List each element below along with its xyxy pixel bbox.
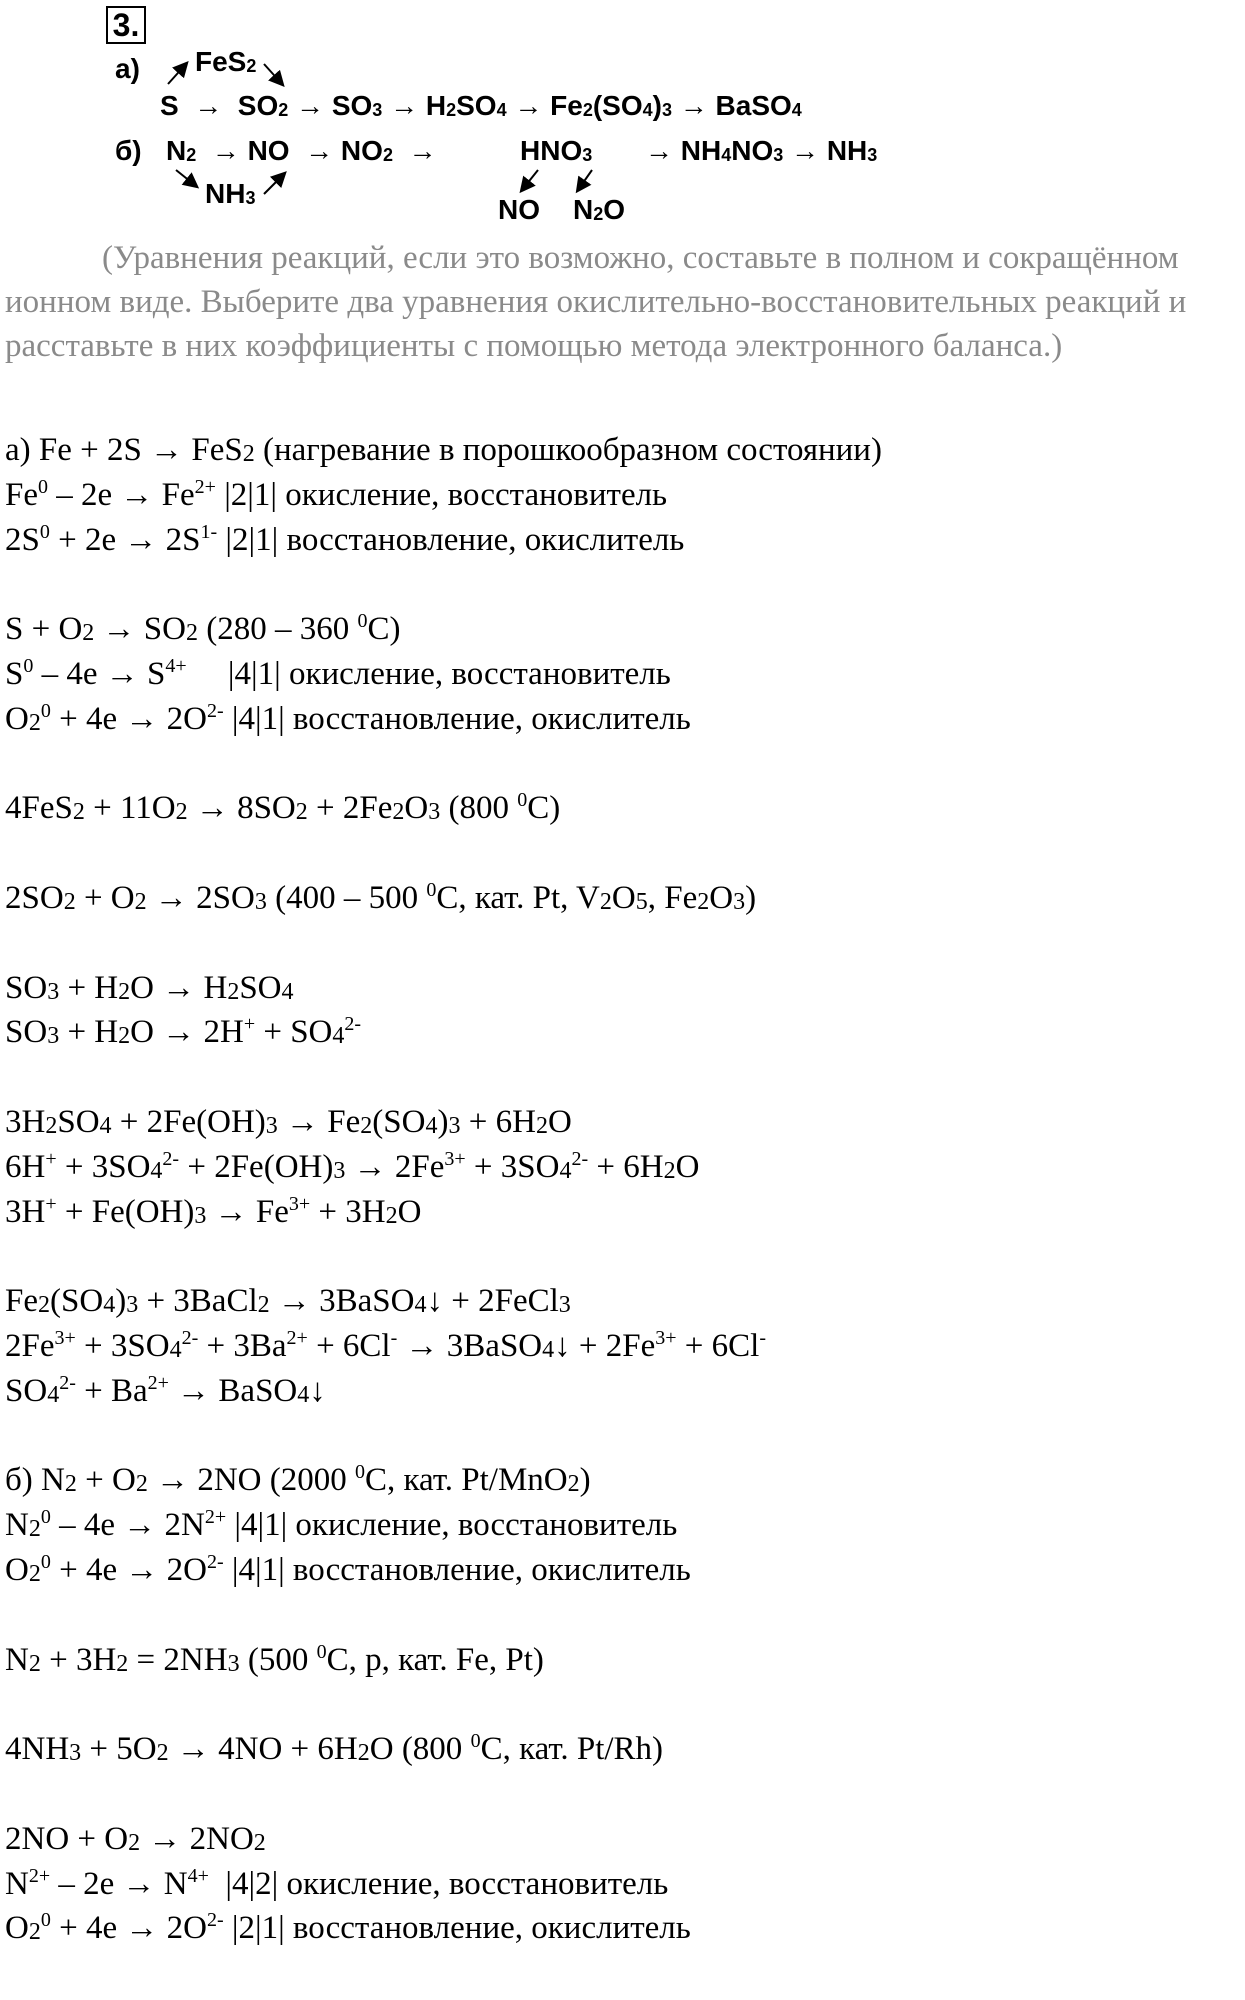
answer-line: $S^0 - 4e \to S^{4+}$ |4|1| окисление, восстановитель [5, 654, 671, 692]
answer-line: $S + O_2 \to SO_2$ (280 – 360 $^0$C) [5, 610, 401, 648]
blank-line [5, 1682, 1240, 1727]
scheme-b-n2o: $N_2O$ [573, 194, 626, 225]
scheme-a-fes2: FeS$_2$ [195, 46, 257, 77]
arrow-nh3-to-no [264, 174, 284, 194]
answer-line: $SO_4^{2-} + Ba^{2+}$ → BaSO$_4$↓ [5, 1371, 326, 1409]
scheme-a-label: а) [115, 53, 140, 84]
scheme-b-label: б) [115, 135, 142, 166]
arrow-hno3-to-n2o [578, 170, 592, 190]
answer-line: $3H_2SO_4 + 2Fe(OH)_3 \to Fe_2(SO_4)_3 + 6H_2O$ [5, 1103, 572, 1140]
blank-line [5, 831, 1240, 876]
arrow-n2-to-nh3 [176, 170, 196, 186]
answer-line: $2Fe^{3+} + 3SO_4^{2-} + 3Ba^{2+} + 6Cl^-$ → 3BaSO$_4$↓ + $2Fe^{3+} + 6Cl^-$ [5, 1326, 766, 1364]
arrow-hno3-to-no [522, 170, 538, 190]
blank-line [5, 1772, 1240, 1817]
scheme-b-no: NO [498, 194, 540, 225]
blank-line [5, 1593, 1240, 1638]
scheme-b-nh3: $NH_3$ [205, 178, 256, 209]
blank-line [5, 1055, 1240, 1100]
answer-line: $Fe^0 - 2e \to Fe^{2+}$ |2|1| окисление, восстановитель [5, 475, 668, 513]
answer-line: $O_2^0 + 4e \to 2O^{2-}$ |4|1| восстановление, окислитель [5, 1550, 691, 1588]
blank-line [5, 562, 1240, 607]
scheme-arrows [0, 0, 1245, 240]
answer-line: $2SO_2 + O_2 \to 2SO_3$ (400 – 500 $^0$C, кат. Pt, $V_2O_5$, $Fe_2O_3$) [5, 878, 757, 916]
answer-line: $N_2 + 3H_2 = 2NH_3$ (500 $^0$C, p, кат. Fe, Pt) [5, 1640, 544, 1678]
answer-line: а) Fe + 2S → FeS$_2$ (нагревание в порошкообразном состоянии) [5, 432, 882, 468]
blank-line [5, 921, 1240, 966]
answer-line: $2NO + O_2 \to 2NO_2$ [5, 1820, 266, 1857]
answer-line: $4NH_3 + 5O_2 \to 4NO + 6H_2O$ (800 $^0$C, кат. Pt/Rh) [5, 1730, 664, 1768]
blank-line [5, 1414, 1240, 1459]
task-instructions: (Уравнения реакций, если это возможно, составьте в полном и сокращённом ионном виде. Выберите два уравнения окислительно-восстановительных реакций и расставьте в них коэффициенты с помощью метода электронного баланса.) [5, 240, 1187, 364]
scheme-a-chain: $S \to SO_2 \to SO_3 \to H_2SO_4 \to Fe_2(SO_4)_3$ → BaSO$_4$ [160, 90, 802, 121]
arrow-fes2-to-so2 [264, 64, 282, 84]
answer-line: $N^{2+} - 2e \to N^{4+}$ |4|2| окисление, восстановитель [5, 1864, 669, 1902]
answer-line: $6H^+ + 3SO_4^{2-} + 2Fe(OH)_3 \to 2Fe^{3+} + 3SO_4^{2-} + 6H_2O$ [5, 1147, 700, 1185]
answer-line: $3H^+ + Fe(OH)_3 \to Fe^{3+} + 3H_2O$ [5, 1192, 422, 1230]
answer-line: $N_2^0 - 4e \to 2N^{2+}$ |4|1| окисление, восстановитель [5, 1506, 678, 1544]
answer-line: $4FeS_2 + 11O_2 \to 8SO_2 + 2Fe_2O_3$ (800 $^0$C) [5, 789, 561, 827]
answer-line: $SO_3 + H_2O \to H_2SO_4$ [5, 969, 294, 1006]
scheme-b-hno3: $HNO_3$ [520, 135, 593, 166]
scheme-b-chain-1: $N_2$ → NO → $NO_2$ → [166, 135, 437, 166]
answer-line: $SO_3 + H_2O \to 2H^+ + SO_4^{2-}$ [5, 1013, 362, 1051]
scheme-b-chain-3: → $NH_4NO_3 \to NH_3$ [645, 135, 878, 166]
answer-line: $O_2^0 + 4e \to 2O^{2-}$ |2|1| восстановление, окислитель [5, 1909, 691, 1947]
answer-line: б) $N_2 + O_2 \to 2NO$ (2000 $^0$C, кат. Pt/MnO$_2$) [5, 1461, 591, 1499]
answer-line: $2S^0 + 2e \to 2S^{1-}$ |2|1| восстановление, окислитель [5, 520, 685, 558]
blank-line [5, 742, 1240, 787]
task-number: 3. [106, 6, 146, 44]
answer-solution [5, 428, 1240, 1951]
blank-line [5, 1234, 1240, 1279]
arrow-s-to-fes2 [168, 64, 186, 84]
answer-line: $O_2^0 + 4e \to 2O^{2-}$ |4|1| восстановление, окислитель [5, 699, 691, 737]
answer-line: $Fe_2(SO_4)_3$ + 3BaCl$_2$ → 3BaSO$_4$↓ + 2FeCl$_3$ [5, 1283, 571, 1320]
